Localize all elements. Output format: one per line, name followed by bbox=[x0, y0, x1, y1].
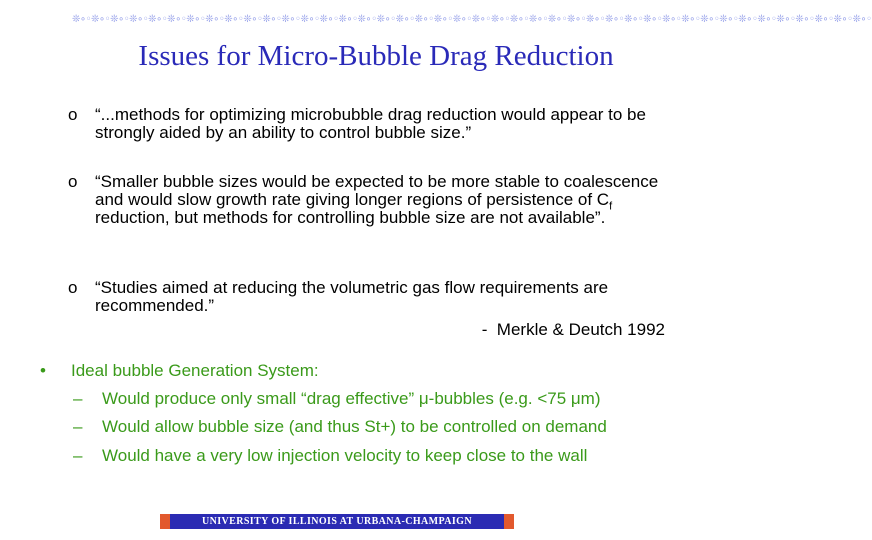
sub-bullet-item bbox=[73, 417, 607, 437]
main-bullet-item bbox=[40, 361, 319, 381]
quote-bullet-icon: o bbox=[68, 172, 78, 191]
footer-cap-right bbox=[504, 514, 514, 529]
sub-bullet-item bbox=[73, 446, 587, 466]
quote-bullet-icon: o bbox=[68, 105, 78, 124]
quote-attribution: - Merkle & Deutch 1992 bbox=[481, 320, 665, 339]
dash-icon: – bbox=[73, 446, 83, 465]
quote-item bbox=[68, 106, 688, 142]
sub-bullet-text: Would allow bubble size (and thus St+) to be controlled on demand bbox=[102, 417, 607, 436]
footer-cap-left bbox=[160, 514, 170, 529]
quote-text: “Studies aimed at reducing the volumetric gas flow requirements are recommended.” bbox=[95, 278, 609, 315]
main-bullet-text: Ideal bubble Generation System: bbox=[71, 361, 319, 380]
bullet-dot-icon: • bbox=[40, 361, 46, 380]
quote-text: “Smaller bubble sizes would be expected to be more stable to coalescence and would slow growth rate giving longer regions of persistence of $C_f$ reduction, but methods for controlling bubble size are not available”. bbox=[95, 172, 659, 227]
quote-bullet-icon: o bbox=[68, 278, 78, 297]
sub-bullet-text: Would produce only small “drag effective” μ-bubbles (e.g. <75 μm) bbox=[102, 389, 601, 408]
decorative-top-border: ❊∘◦❊∘◦❊∘◦❊∘◦❊∘◦❊∘◦❊∘◦❊∘◦❊∘◦❊∘◦❊∘◦❊∘◦❊∘◦❊∘◦❊∘◦❊∘◦❊∘◦❊∘◦❊∘◦❊∘◦❊∘◦❊∘◦❊∘◦❊∘◦❊∘◦❊∘◦❊∘◦❊∘◦❊∘◦❊∘◦❊∘◦❊∘◦❊∘◦❊∘◦❊∘◦❊∘◦❊∘◦❊∘◦❊∘◦❊∘◦❊∘◦❊∘◦ bbox=[72, 14, 872, 25]
quote-item bbox=[68, 173, 688, 227]
dash-icon: – bbox=[73, 389, 83, 408]
footer-label: UNIVERSITY OF ILLINOIS AT URBANA-CHAMPAIGN bbox=[202, 516, 472, 527]
dash-icon: – bbox=[73, 417, 83, 436]
sub-bullet-text: Would have a very low injection velocity to keep close to the wall bbox=[102, 446, 588, 465]
quote-text: “...methods for optimizing microbubble drag reduction would appear to be strongly aided by an ability to control bubble size.” bbox=[95, 105, 646, 142]
quote-item bbox=[68, 279, 688, 315]
cf-subscript: f bbox=[609, 200, 613, 213]
sub-bullet-item bbox=[73, 389, 601, 409]
footer-banner bbox=[160, 514, 514, 529]
slide-title: Issues for Micro-Bubble Drag Reduction bbox=[138, 40, 614, 72]
